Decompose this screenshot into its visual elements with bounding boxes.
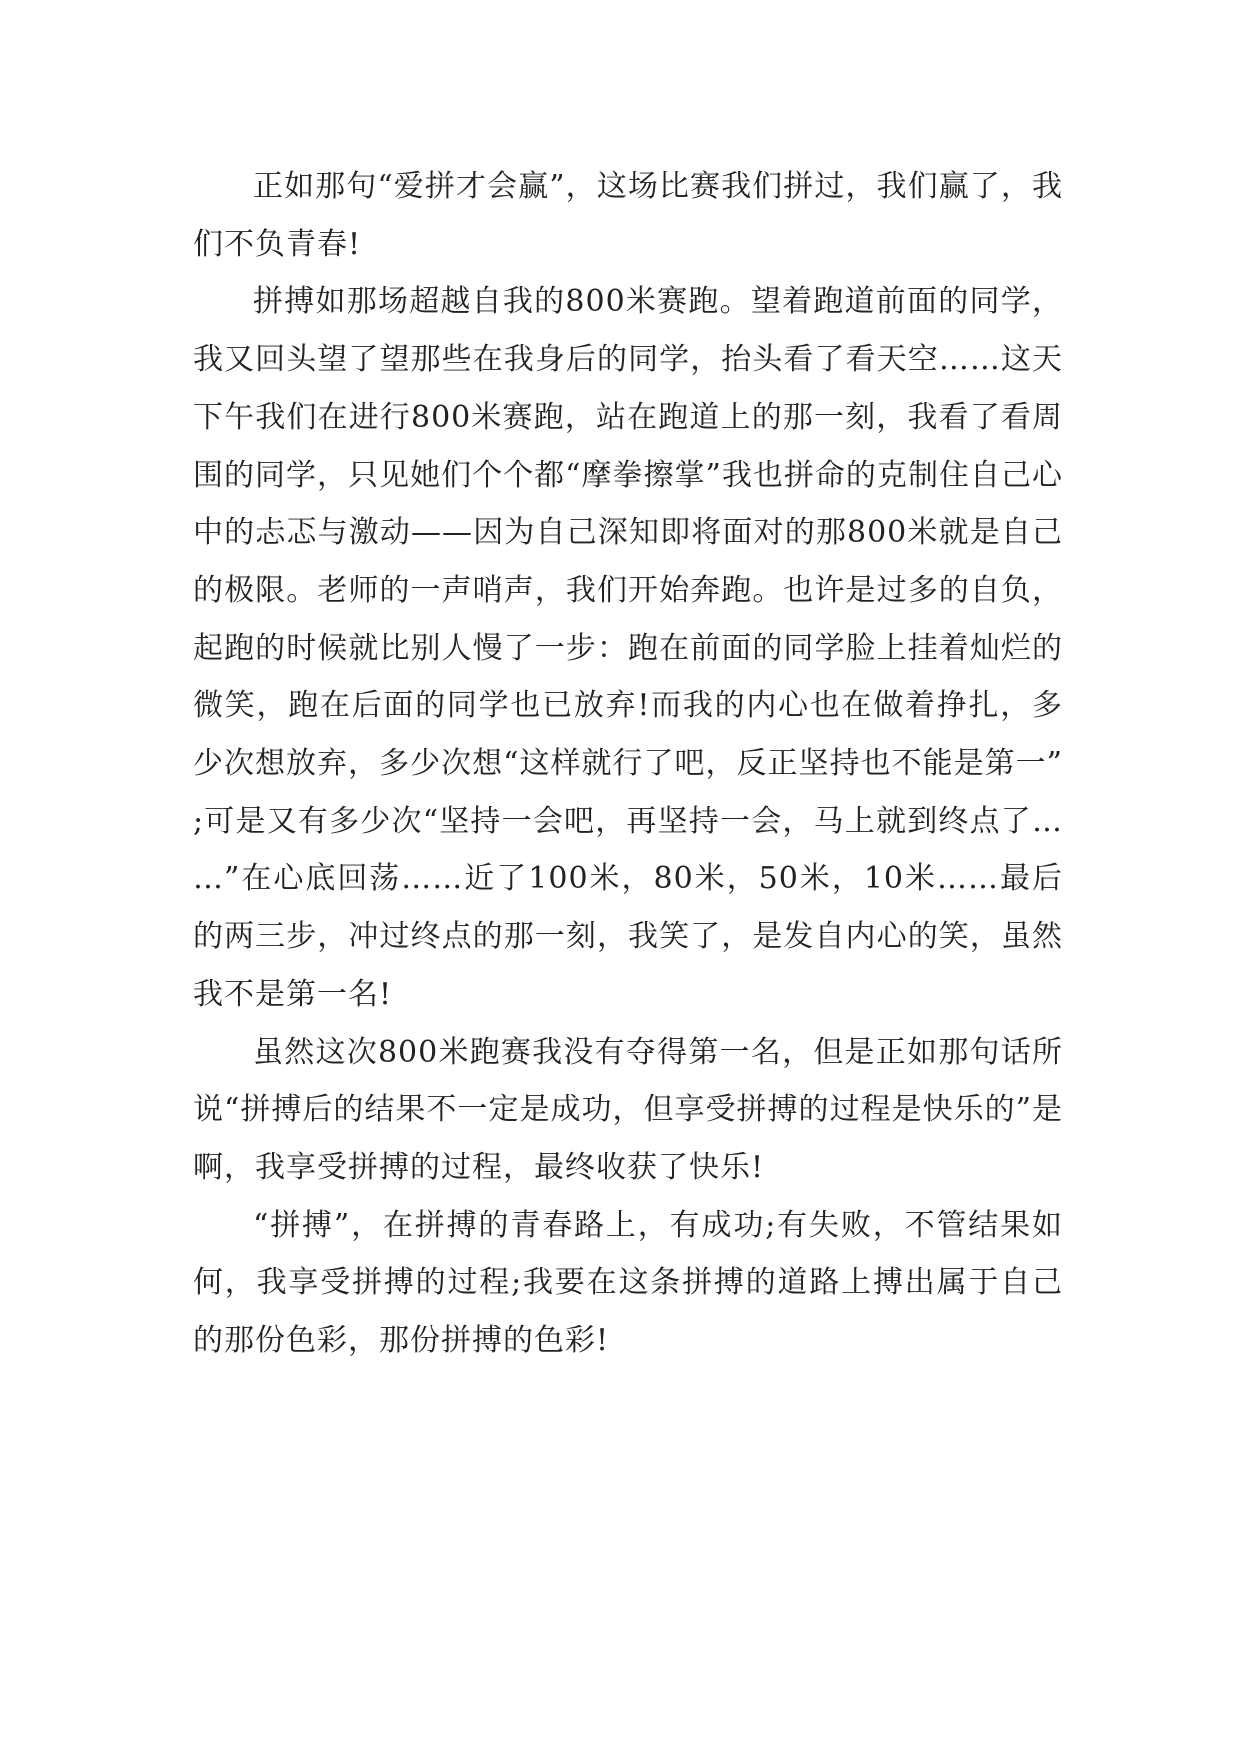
paragraph-4: “拼搏”，在拼搏的青春路上，有成功;有失败，不管结果如何，我享受拼搏的过程;我要在这条拼搏的道路上搏出属于自己的那份色彩，那份拼搏的色彩! [193, 1207, 1063, 1359]
paragraph-2: 拼搏如那场超越自我的800米赛跑。望着跑道前面的同学，我又回头望了望那些在我身后的同学，抬头看了看天空……这天下午我们在进行800米赛跑，站在跑道上的那一刻，我看了看周围的同学，只见她们个个都“摩拳擦掌”我也拼命的克制住自己心中的忐忑与激动——因为自己深知即将面对的那800米就是自己的极限。老师的一声哨声，我们开始奔跑。也许是过多的自负，起跑的时候就比别人慢了一步：跑在前面的同学脸上挂着灿烂的微笑，跑在后面的同学也已放弃!而我的内心也在做着挣扎，多少次想放弃，多少次想“这样就行了吧，反正坚持也不能是第一”;可是又有多少次“坚持一会吧，再坚持一会，马上就到终点了……”在心底回荡……近了100米，80米，50米，10米……最后的两三步，冲过终点的那一刻，我笑了，是发自内心的笑，虽然我不是第一名! [193, 284, 1063, 1012]
paragraph-1: 正如那句“爱拼才会赢”，这场比赛我们拼过，我们赢了，我们不负青春! [193, 169, 1063, 262]
paragraph-3: 虽然这次800米跑赛我没有夺得第一名，但是正如那句话所说“拼搏后的结果不一定是成功，但享受拼搏的过程是快乐的”是啊，我享受拼搏的过程，最终收获了快乐! [193, 1034, 1063, 1185]
document-body [193, 158, 1063, 1370]
